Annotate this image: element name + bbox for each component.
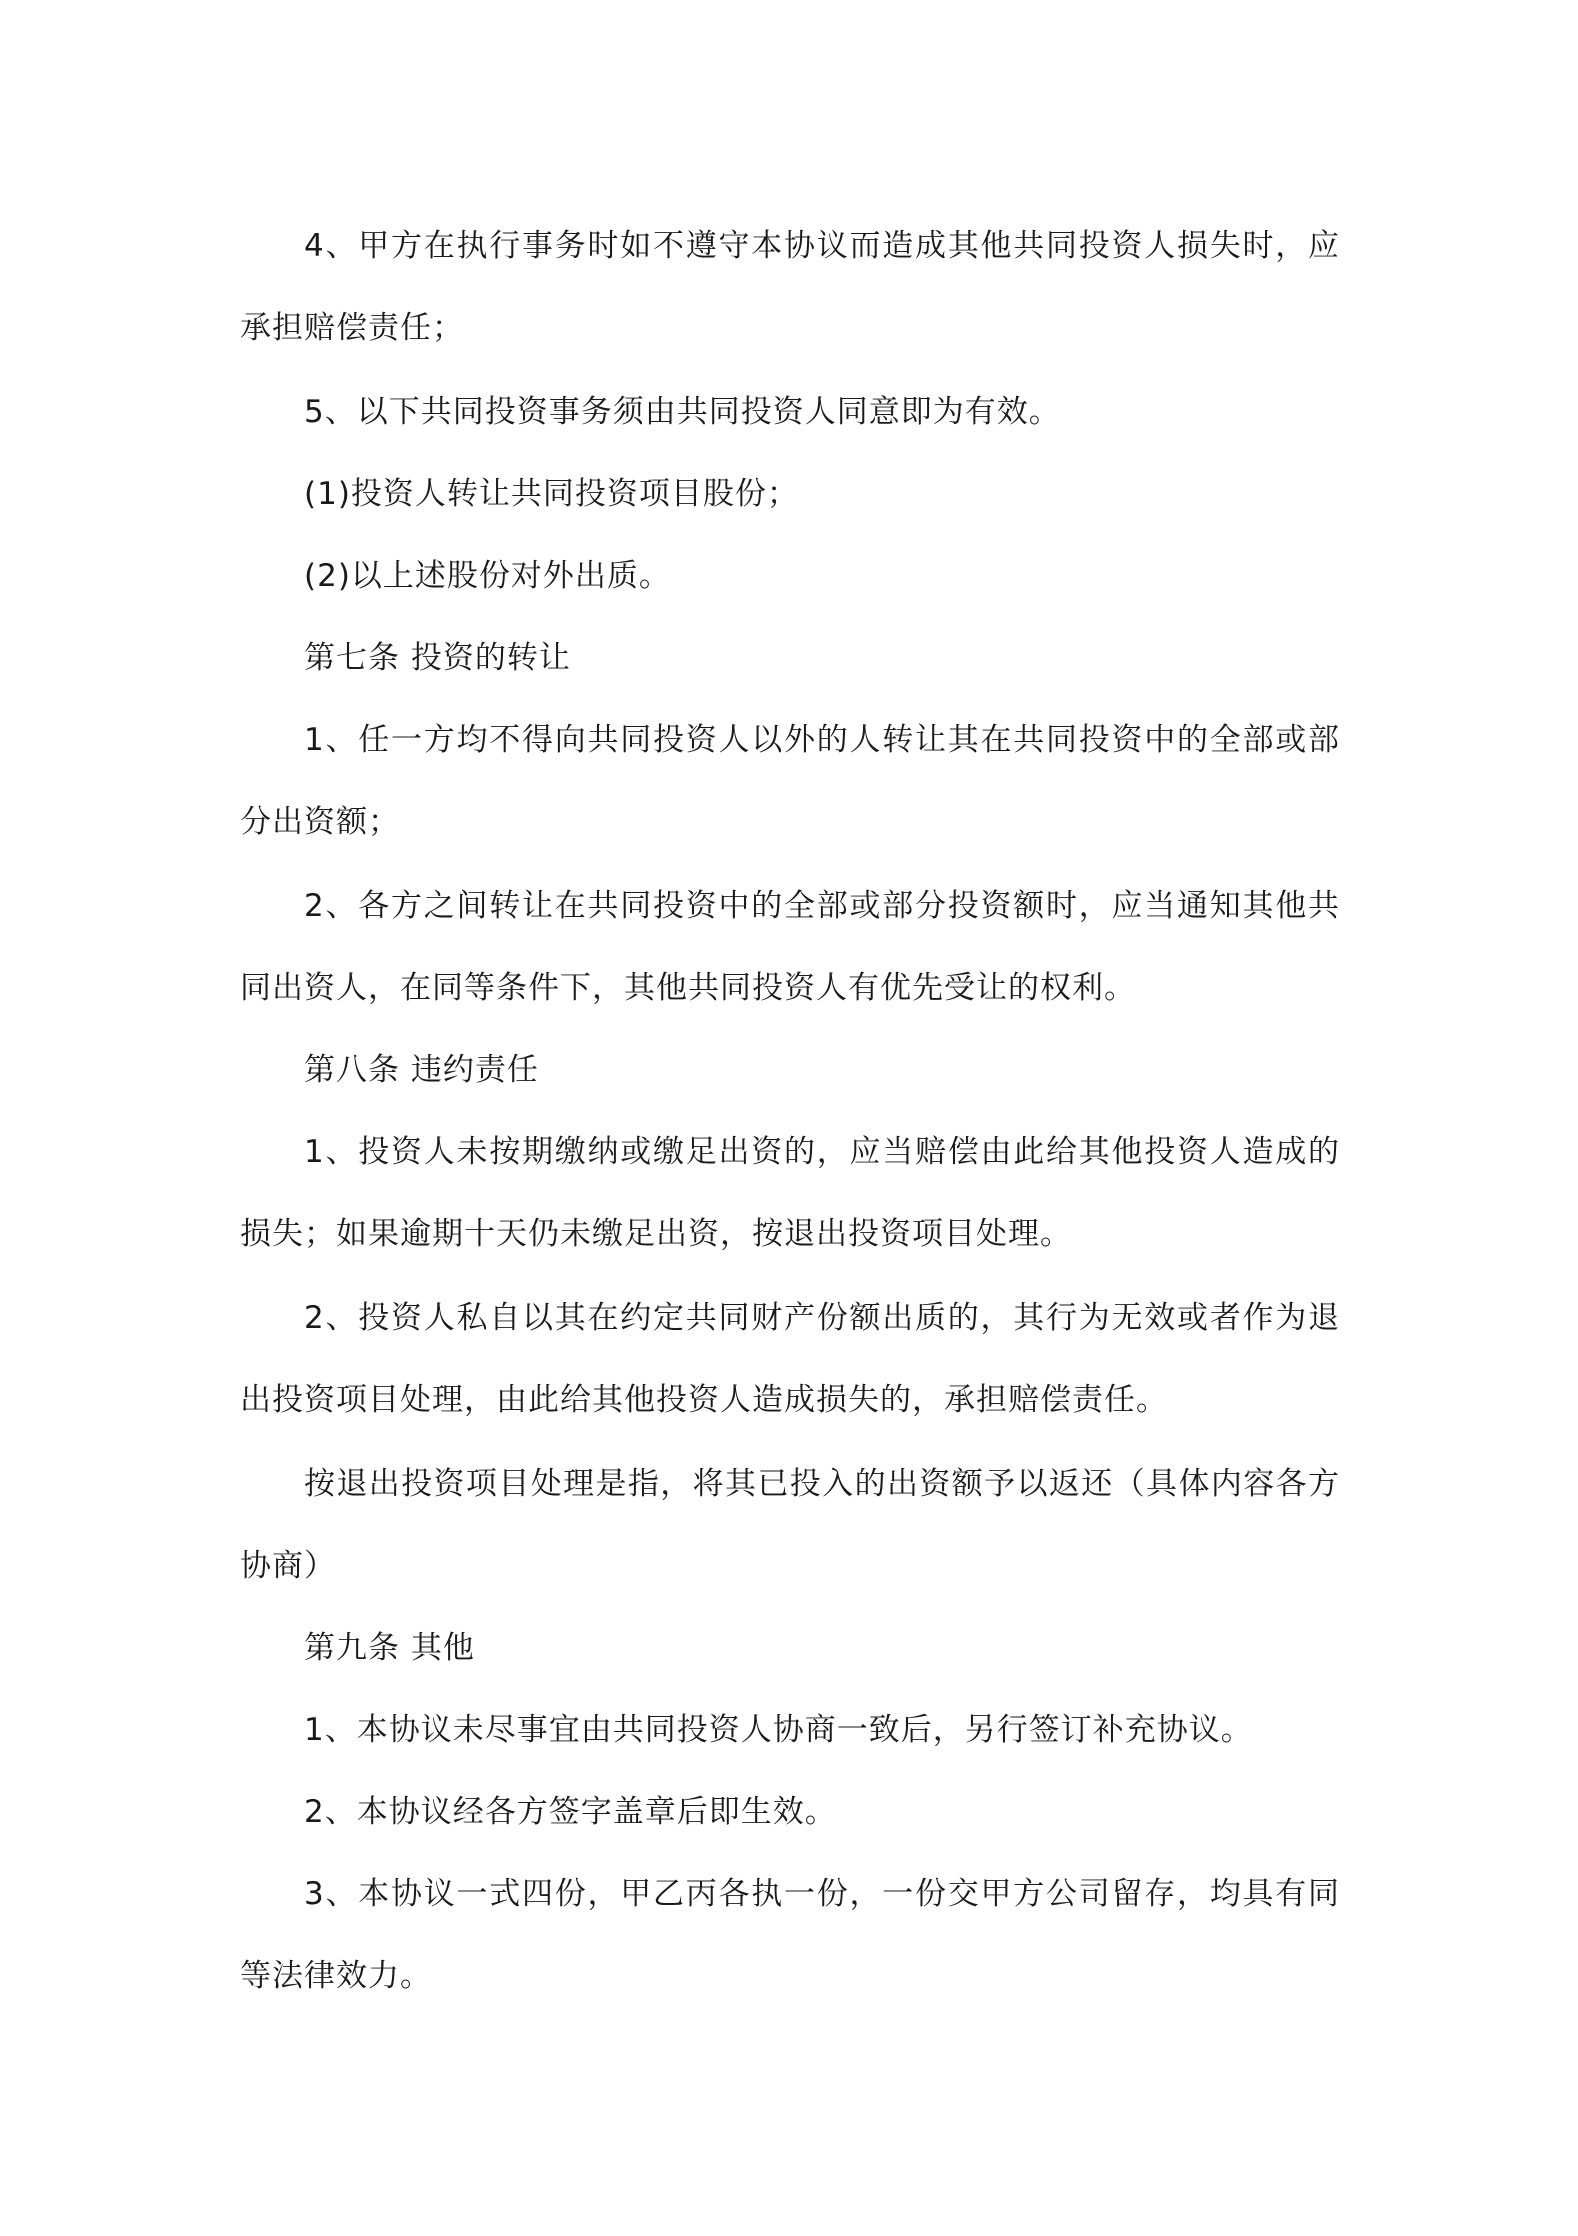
clause-6-item-5-sub-1: (1)投资人转让共同投资项目股份； — [304, 476, 799, 512]
clause-6-item-5: 5、以下共同投资事务须由共同投资人同意即为有效。 — [304, 394, 1061, 430]
document-body — [240, 205, 1340, 2017]
article-8-heading: 第八条 违约责任 — [304, 1052, 539, 1088]
clause-7-item-2: 2、各方之间转让在共同投资中的全部或部分投资额时，应当通知其他共同出资人，在同等条件下，其他共同投资人有优先受让的权利。 — [240, 888, 1340, 1006]
clause-6-item-4: 4、甲方在执行事务时如不遵守本协议而造成其他共同投资人损失时，应承担赔偿责任； — [240, 228, 1340, 346]
clause-8-item-1: 1、投资人未按期缴纳或缴足出资的，应当赔偿由此给其他投资人造成的损失；如果逾期十天仍未缴足出资，按退出投资项目处理。 — [240, 1134, 1340, 1252]
clause-9-item-1: 1、本协议未尽事宜由共同投资人协商一致后，另行签订补充协议。 — [304, 1712, 1253, 1748]
article-7-heading: 第七条 投资的转让 — [304, 640, 571, 676]
clause-9-item-3: 3、本协议一式四份，甲乙丙各执一份，一份交甲方公司留存，均具有同等法律效力。 — [240, 1876, 1340, 1994]
clause-7-item-1: 1、任一方均不得向共同投资人以外的人转让其在共同投资中的全部或部分出资额； — [240, 722, 1340, 840]
clause-9-item-2: 2、本协议经各方签字盖章后即生效。 — [304, 1794, 837, 1830]
article-9-heading: 第九条 其他 — [304, 1630, 475, 1666]
clause-8-note: 按退出投资项目处理是指，将其已投入的出资额予以返还（具体内容各方协商） — [240, 1466, 1340, 1584]
clause-6-item-5-sub-2: (2)以上述股份对外出质。 — [304, 558, 671, 594]
clause-8-item-2: 2、投资人私自以其在约定共同财产份额出质的，其行为无效或者作为退出投资项目处理，由此给其他投资人造成损失的，承担赔偿责任。 — [240, 1300, 1340, 1418]
